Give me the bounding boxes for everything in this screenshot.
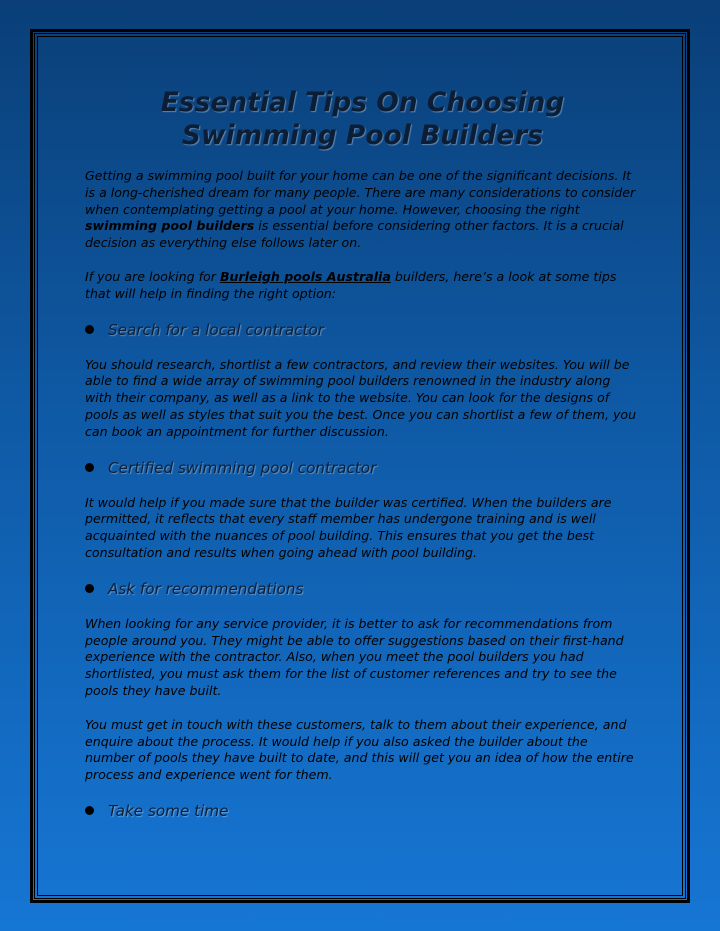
lead-text-2: builders, here’s a look at some tips that will help in finding the right option: — [85, 268, 617, 301]
section-heading-certified-contractor — [85, 458, 640, 478]
section-paragraph: You should research, shortlist a few contractors, and review their websites. You will be able to find a wide array of swimming pool builders renowned in the industry along with their company, as well as a link to the website. You can look for the designs of pools as well as styles that suit you the best. Once you can shortlist a few of them, you can book an appointment for further discussion. — [85, 356, 637, 439]
section-heading-take-some-time — [85, 801, 640, 821]
document-body — [85, 86, 640, 838]
intro-text-2: is essential before considering other factors. It is a crucial decision as everything else follows later on. — [85, 218, 624, 251]
section-paragraph: You must get in touch with these customers, talk to them about their experience, and enquire about the process. It would help if you also asked the builder about the number of pools they have built to date, and this will get you an idea of how the entire process and experience went for them. — [85, 716, 634, 783]
lead-paragraph — [85, 269, 640, 303]
section-heading-text: Certified swimming pool contractor — [108, 458, 377, 477]
section-paragraph: It would help if you made sure that the builder was certified. When the builders are permitted, it reflects that every staff member has undergone training and is well acquainted with the nuances of pool building. This ensures that you get the best consultation and results when going ahead with pool building. — [85, 494, 612, 560]
bullet-dot-icon — [85, 463, 94, 472]
bullet-dot-icon — [85, 584, 94, 593]
intro-paragraph — [85, 168, 640, 252]
intro-bold-term: swimming pool builders — [85, 218, 255, 234]
section-heading-text: Search for a local contractor — [108, 320, 325, 339]
section-heading-text: Take some time — [108, 801, 229, 820]
bullet-dot-icon — [85, 325, 94, 334]
section-heading-recommendations — [85, 579, 640, 599]
lead-text-1: If you are looking for — [85, 268, 220, 284]
document-title: Essential Tips On Choosing Swimming Pool Builders — [160, 87, 565, 151]
bullet-dot-icon — [85, 806, 94, 815]
section-heading-local-contractor — [85, 320, 640, 340]
intro-text-1: Getting a swimming pool built for your home can be one of the significant decisions. It is a long-cherished dream for many people. There are many considerations to consider when contemplating getting a pool at your home. However, choosing the right — [85, 168, 636, 217]
burleigh-pools-link[interactable]: Burleigh pools Australia — [219, 268, 391, 284]
section-heading-text: Ask for recommendations — [108, 579, 304, 598]
section-paragraph: When looking for any service provider, it is better to ask for recommendations from people around you. They might be able to offer suggestions based on their first-hand experience with the contractor. Also, when you meet the pool builders you had shortlisted, you must ask them for the list of customer references and try to see the pools they have built. — [85, 615, 624, 698]
